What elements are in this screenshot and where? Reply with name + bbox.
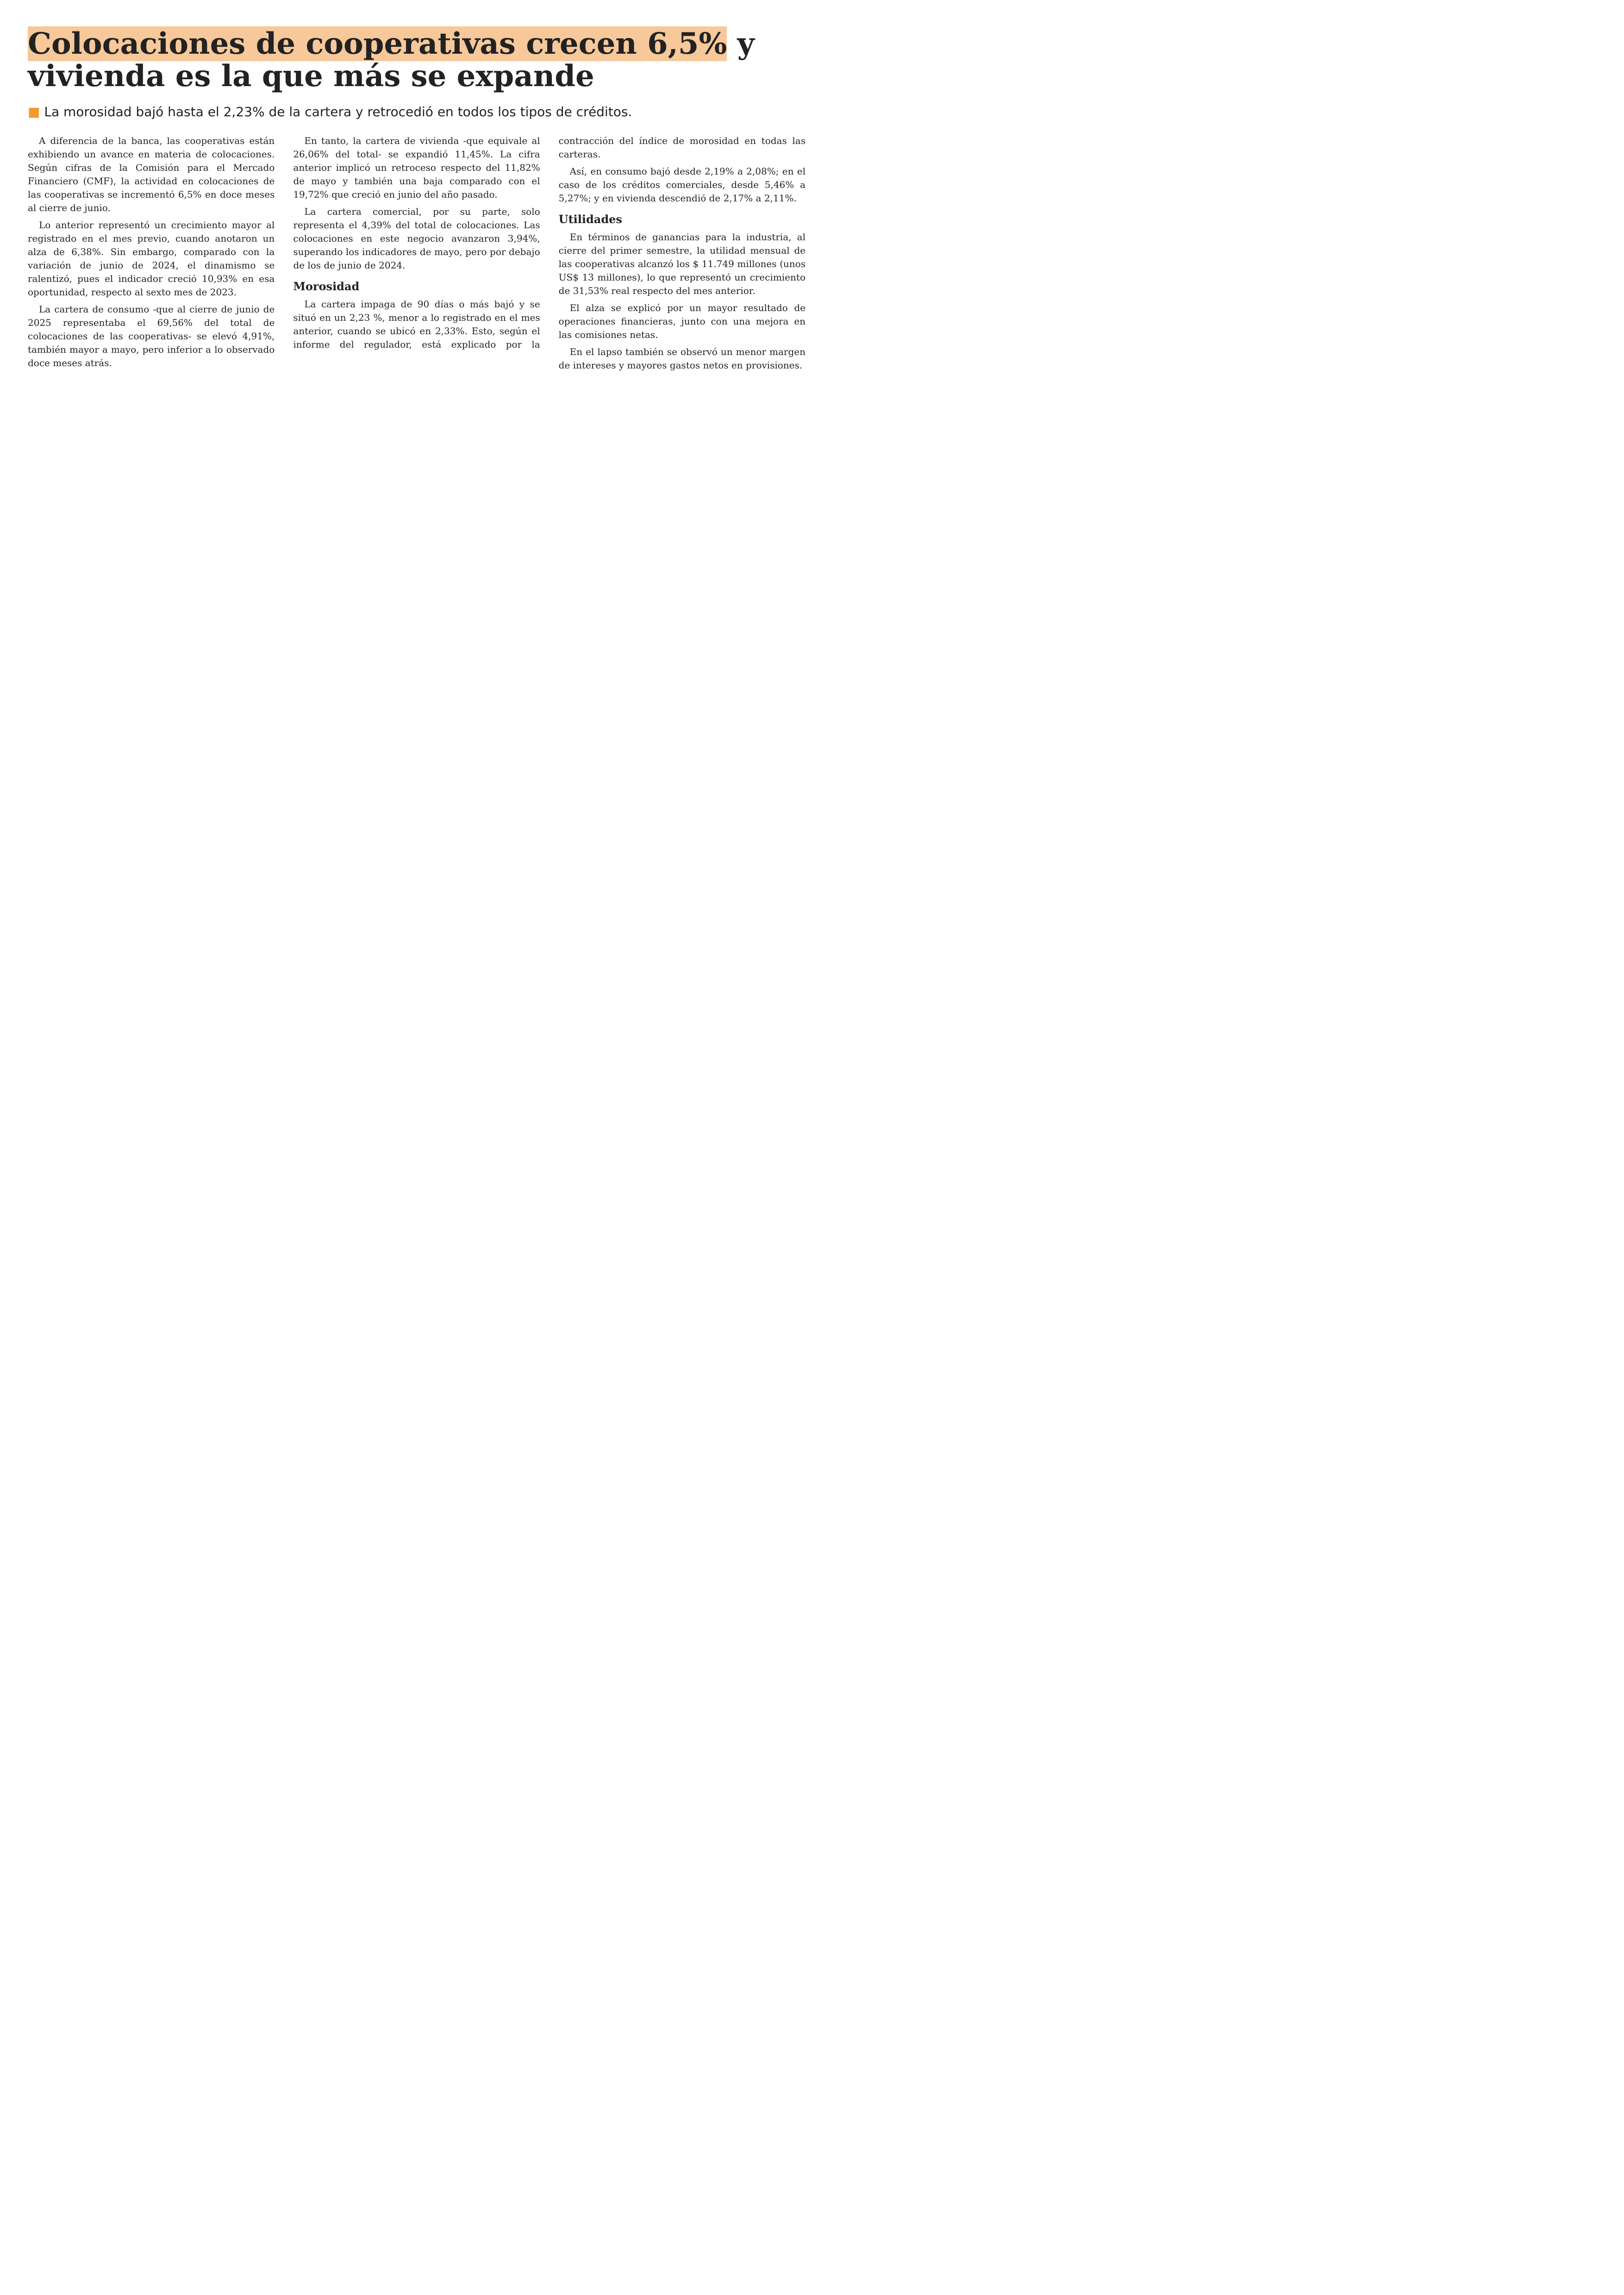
- paragraph: En términos de ganancias para la industria, al cierre del primer semestre, la utilidad mensual de las cooperativas alcanzó los $ 11.749 millones (unos US$ 13 millones), lo que representó un crecimiento de 31,53% real respecto del mes anterior.: [558, 231, 806, 296]
- paragraph: La cartera impaga de 90 días o más bajó y se situó en un 2,23 %, menor a lo registrado en el mes anterior, cuando se ubicó en 2,33%. Esto, según el informe del regulador, está explicado por la contracción del índice de morosidad en todas las carteras.: [293, 135, 806, 350]
- section-heading: Utilidades: [558, 212, 622, 226]
- paragraph: En tanto, la cartera de vivienda -que equivale al 26,06% del total- se expandió 11,45%. La cifra anterior implicó un retroceso respecto del 11,82% de mayo y también una baja comparado con el 19,72% que creció en junio del año pasado.: [293, 135, 540, 200]
- paragraph: A diferencia de la banca, las cooperativas están exhibiendo un avance en materia de colocaciones. Según cifras de la Comisión para el Mercado Financiero (CMF), la actividad en colocaciones de las cooperativas se incrementó 6,5% en doce meses al cierre de junio.: [28, 135, 275, 213]
- headline: [28, 28, 806, 93]
- paragraph: Así, en consumo bajó desde 2,19% a 2,08%; en el caso de los créditos comerciales, desde 5,46% a 5,27%; y en vivienda descendió de 2,17% a 2,11%.: [558, 165, 806, 204]
- paragraph: La cartera comercial, por su parte, solo representa el 4,39% del total de colocaciones. Las colocaciones en este negocio avanzaron 3,94%, superando los indicadores de mayo, pero por debajo de los de junio de 2024.: [293, 206, 540, 271]
- article-body: [28, 134, 806, 372]
- paragraph: Lo anterior representó un crecimiento mayor al registrado en el mes previo, cuando anotaron un alza de 6,38%. Sin embargo, comparado con la variación de junio de 2024, el dinamismo se ralentizó, pues el indicador creció 10,93% en esa oportunidad, respecto al sexto mes de 2023.: [28, 219, 275, 298]
- paragraph: La cartera de consumo -que al cierre de junio de 2025 representaba el 69,56% del total de colocaciones de las cooperativas- se elevó 4,91%, también mayor a mayo, pero inferior a lo observado doce meses atrás.: [28, 303, 275, 368]
- paragraph: En el lapso también se observó un menor margen de intereses y mayores gastos netos en provisiones.: [558, 346, 806, 371]
- section-heading: Morosidad: [293, 279, 360, 293]
- paragraph: El alza se explicó por un mayor resultado de operaciones financieras, junto con una mejora en las comisiones netas.: [558, 302, 806, 340]
- headline-rest: y vivienda es la que más se expande: [28, 26, 755, 94]
- headline-emphasis: Colocaciones de cooperativas crecen 6,5%: [28, 26, 727, 61]
- article: [0, 0, 833, 400]
- subheadline: ■ La morosidad bajó hasta el 2,23% de la cartera y retrocedió en todos los tipos de créditos.: [28, 104, 806, 119]
